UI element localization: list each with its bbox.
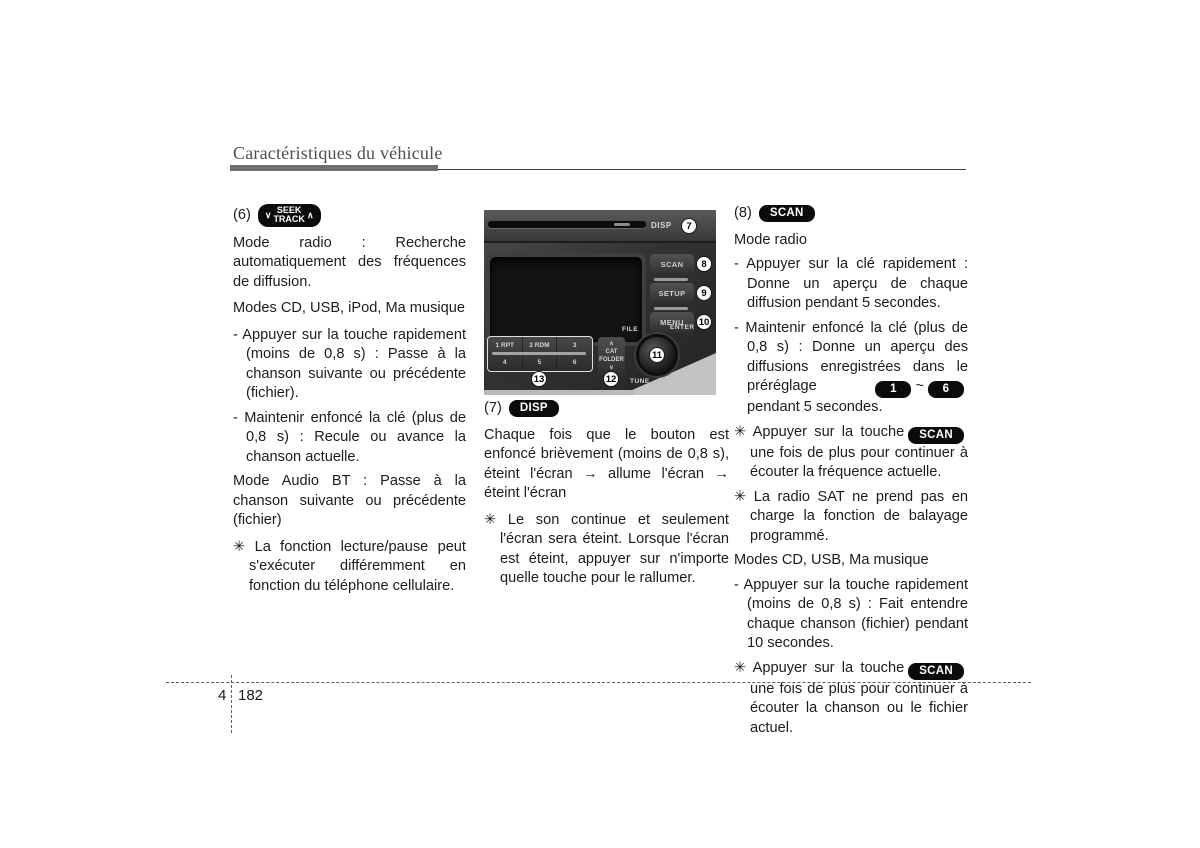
paragraph-mode-radio: Mode radio : Recherche automatiquement des fréquences de diffusion.	[233, 234, 466, 290]
note-play-pause	[233, 538, 466, 597]
note-sound-continues	[484, 511, 729, 589]
file-label: FILE	[622, 326, 639, 333]
setup-button: SETUP	[650, 283, 694, 304]
cat-down-arrow-icon: ∨	[609, 364, 614, 371]
preset-6-badge: 6	[928, 381, 964, 398]
item-8-number: (8)	[734, 205, 752, 221]
menu-button: MENU	[650, 312, 694, 333]
footer-chapter-number: 4	[218, 687, 227, 704]
cat-label: CAT	[605, 349, 618, 356]
bullet-marker: -	[734, 319, 739, 336]
callout-11: 11	[649, 347, 665, 363]
bullet-text-part2: pendant 5 secondes.	[747, 399, 883, 415]
tune-label: TUNE	[630, 378, 650, 385]
seek-track-labels	[273, 206, 305, 225]
note-scan-again-frequency	[734, 423, 968, 483]
scan-inline-badge: SCAN	[908, 427, 964, 444]
disp-button: DISP	[651, 221, 672, 230]
subtitle-mode-radio: Mode radio	[734, 231, 808, 248]
left-column	[233, 204, 466, 601]
header-rule-thick	[230, 165, 438, 171]
note-sat-radio	[734, 488, 968, 547]
scan-inline-badge: SCAN	[908, 663, 964, 680]
cat-up-arrow-icon: ∧	[609, 341, 614, 348]
callout-13: 13	[531, 371, 547, 387]
seek-track-button-badge	[258, 204, 321, 227]
callout-7: 7	[681, 218, 697, 234]
photo-background-strip	[484, 390, 634, 395]
note-text-part2: une fois de plus pour continuer à écouter la fréquence actuelle.	[750, 444, 968, 480]
footer-page-number: 182	[238, 687, 264, 704]
cd-eject-notch	[614, 223, 630, 226]
note-text-part1: Appuyer sur la touche	[752, 659, 905, 676]
note-text: La radio SAT ne prend pas en charge la fonction de balayage programmé.	[750, 488, 968, 544]
footer-divider-line	[231, 675, 232, 733]
callout-9: 9	[696, 285, 712, 301]
seek-label: SEEK	[276, 205, 302, 215]
bullet-text: Appuyer sur la touche rapidement (moins de 0,8 s) : Passe à la chanson suivante ou précédente (fichier).	[242, 326, 466, 402]
preset-2-rdm-button: 2 RDM	[523, 337, 558, 354]
note-text: Le son continue et seulement l'écran sera éteint. Lorsque l'écran est éteint, appuyer sur n'importe quelle touche pour le rallumer.	[500, 511, 729, 586]
bullet-text: Appuyer sur la clé rapidement : Donne un aperçu de chaque diffusion pendant 5 secondes.	[746, 256, 969, 311]
bullet-scan-long	[734, 319, 968, 418]
page-title: Caractéristiques du véhicule	[233, 143, 443, 163]
note-marker: ✳	[734, 423, 747, 440]
item-6-number: (6)	[233, 206, 251, 223]
preset-3-button: 3	[572, 342, 577, 349]
bullet-marker: -	[734, 256, 739, 272]
preset-1-badge: 1	[875, 381, 911, 398]
note-marker: ✳	[734, 659, 747, 676]
button-separator	[654, 307, 688, 310]
bullet-long-press	[233, 409, 466, 468]
track-label: TRACK	[273, 214, 305, 225]
note-text: La fonction lecture/pause peut s'exécuter différemment en fonction du téléphone cellulaire.	[249, 538, 466, 594]
preset-6-button: 6	[572, 359, 577, 366]
note-text-part1: Appuyer sur la touche	[752, 423, 905, 440]
note-scan-again-song	[734, 659, 968, 739]
bullet-marker: -	[233, 409, 238, 426]
bullet-marker: -	[734, 576, 739, 593]
note-marker: ✳	[233, 538, 246, 555]
note-marker: ✳	[484, 511, 497, 528]
folder-label: FOLDER	[599, 357, 624, 363]
note-text-part2: une fois de plus pour continuer à écouter la chanson ou le fichier actuel.	[750, 680, 968, 736]
bullet-scan-song	[734, 576, 968, 654]
bullet-text-part1: Maintenir enfoncé la clé (plus de 0,8 s) : Donne un aperçu des diffusions enregistrées dans le préréglage	[745, 319, 968, 394]
callout-8: 8	[696, 256, 712, 272]
bullet-scan-short	[734, 255, 968, 314]
radio-unit-photo	[484, 210, 716, 395]
middle-column	[484, 399, 729, 594]
bullet-text: Maintenir enfoncé la clé (plus de 0,8 s) : Recule ou avance la chanson actuelle.	[244, 409, 466, 465]
bullet-marker: -	[233, 326, 238, 343]
bullet-short-press	[233, 326, 466, 404]
button-separator	[654, 278, 688, 281]
item-7-heading	[484, 399, 729, 419]
tilde: ~	[915, 378, 924, 394]
enter-label: ENTER	[670, 324, 695, 331]
note-marker: ✳	[734, 488, 747, 505]
scan-button-badge: SCAN	[759, 205, 815, 222]
preset-5-button: 5	[523, 354, 558, 371]
callout-10: 10	[696, 314, 712, 330]
preset-1-rpt-button: 1 RPT	[488, 337, 523, 354]
callout-12: 12	[603, 371, 619, 387]
item-6-heading	[233, 204, 466, 227]
subtitle-modes: Modes CD, USB, Ma musique	[734, 552, 929, 568]
paragraph-disp: Chaque fois que le bouton est enfoncé brièvement (moins de 0,8 s), éteint l'écran → allume l'écran → éteint l'écran	[484, 426, 729, 501]
disp-button-badge: DISP	[509, 400, 559, 417]
seek-down-arrow-icon: ∨	[264, 209, 272, 220]
seek-up-arrow-icon: ∧	[306, 209, 314, 220]
paragraph-modes: Modes CD, USB, iPod, Ma musique	[233, 300, 465, 317]
right-column	[734, 204, 968, 743]
radio-display-screen	[490, 257, 642, 342]
preset-4-button: 4	[488, 354, 523, 371]
footer-dashed-line	[166, 682, 1031, 683]
paragraph-audio-bt: Mode Audio BT : Passe à la chanson suivante ou précédente (fichier)	[233, 473, 466, 529]
preset-chrome-strip	[492, 352, 586, 355]
scan-button: SCAN	[650, 254, 694, 275]
item-7-number: (7)	[484, 400, 502, 416]
item-8-heading	[734, 204, 968, 224]
bullet-text: Appuyer sur la touche rapidement (moins de 0,8 s) : Fait entendre chaque chanson (fichier) pendant 10 secondes.	[743, 576, 968, 651]
